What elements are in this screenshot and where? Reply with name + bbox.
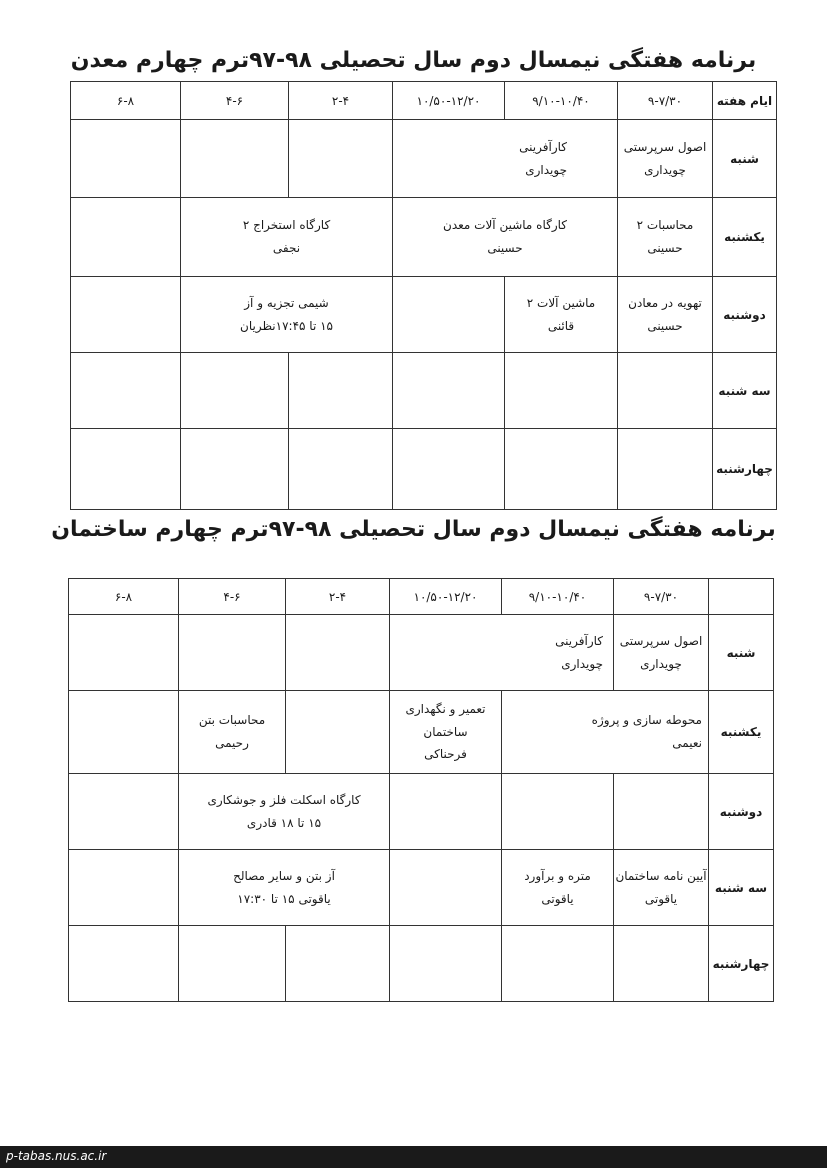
empty-cell xyxy=(69,691,179,774)
course-name: محاسبات ۲ xyxy=(636,218,694,233)
table-row xyxy=(71,429,777,510)
instructor-name: حسینی xyxy=(647,318,683,333)
course-name: آز بتن و سایر مصالح xyxy=(233,868,335,883)
class-cell xyxy=(502,850,614,926)
instructor-name: فرحناکی xyxy=(424,747,467,762)
instructor-name: چویداری xyxy=(640,656,682,671)
empty-cell xyxy=(393,277,505,353)
course-name: آیین نامه ساختمان xyxy=(615,868,707,883)
class-cell xyxy=(618,120,713,198)
empty-cell xyxy=(286,926,390,1002)
empty-cell xyxy=(393,429,505,510)
day-label: چهارشنبه xyxy=(713,429,777,510)
empty-cell xyxy=(390,774,502,850)
corner-header: ایام هفته xyxy=(713,82,777,120)
footer-bar xyxy=(0,1146,827,1168)
instructor-name: رحیمی xyxy=(215,736,249,750)
instructor-name: نجفی xyxy=(272,241,301,255)
course-name: کارگاه ماشین آلات معدن xyxy=(443,218,567,233)
class-cell xyxy=(614,615,709,691)
empty-cell xyxy=(181,429,289,510)
empty-cell xyxy=(71,120,181,198)
time-header: ۶-۸ xyxy=(69,579,179,615)
course-name: ماشین آلات ۲ xyxy=(526,295,596,310)
empty-cell xyxy=(179,926,286,1002)
course-name: محاسبات بتن xyxy=(198,713,266,728)
course-name: کارآفرینی xyxy=(555,633,603,648)
time-header: ۱۰/۵۰-۱۲/۲۰ xyxy=(393,82,505,120)
instructor-name: قائنی xyxy=(547,318,575,333)
class-cell xyxy=(390,691,502,774)
course-name: اصول سرپرستی xyxy=(623,139,707,154)
day-label: سه شنبه xyxy=(713,353,777,429)
class-cell xyxy=(179,691,286,774)
course-name: محوطه سازی و پروژه xyxy=(591,713,702,728)
empty-cell xyxy=(69,615,179,691)
schedule2-table xyxy=(68,578,774,1002)
class-cell xyxy=(179,774,390,850)
corner-cell xyxy=(709,579,774,615)
empty-cell xyxy=(286,615,390,691)
empty-cell xyxy=(181,120,289,198)
course-name: کارآفرینی xyxy=(519,139,567,154)
class-cell xyxy=(393,120,618,198)
table-row xyxy=(69,850,774,926)
table-row xyxy=(71,82,777,120)
time-header: ۴-۶ xyxy=(181,82,289,120)
schedule1-table xyxy=(70,81,777,510)
empty-cell xyxy=(390,850,502,926)
time-header: ۴-۶ xyxy=(179,579,286,615)
course-name: متره و برآورد xyxy=(524,868,591,883)
class-cell xyxy=(618,277,713,353)
time-header: ۹-۷/۳۰ xyxy=(614,579,709,615)
empty-cell xyxy=(71,353,181,429)
empty-cell xyxy=(505,353,618,429)
empty-cell xyxy=(614,926,709,1002)
time-header: ۶-۸ xyxy=(71,82,181,120)
course-name: تهویه در معادن xyxy=(628,295,702,310)
instructor-name: یاقوتی xyxy=(644,891,678,906)
instructor-name: حسینی xyxy=(647,241,683,255)
class-cell xyxy=(618,198,713,277)
instructor-name: نعیمی xyxy=(672,736,702,750)
table-row xyxy=(69,774,774,850)
empty-cell xyxy=(618,353,713,429)
table-row xyxy=(69,615,774,691)
day-label: یکشنبه xyxy=(709,691,774,774)
empty-cell xyxy=(69,926,179,1002)
schedule2-title: برنامه هفتگی نیمسال دوم سال تحصیلی ۹۸-۹۷ترم چهارم ساختمان xyxy=(51,517,776,542)
instructor-name: چویداری xyxy=(644,162,686,177)
table-row xyxy=(71,120,777,198)
empty-cell xyxy=(289,120,393,198)
empty-cell xyxy=(69,850,179,926)
time-header: ۲-۴ xyxy=(289,82,393,120)
empty-cell xyxy=(286,691,390,774)
time-header: ۹/۱۰-۱۰/۴۰ xyxy=(502,579,614,615)
time-header: ۲-۴ xyxy=(286,579,390,615)
empty-cell xyxy=(505,429,618,510)
table-row xyxy=(71,277,777,353)
empty-cell xyxy=(393,353,505,429)
course-name: کارگاه اسکلت فلز و جوشکاری xyxy=(207,792,361,807)
time-header: ۹/۱۰-۱۰/۴۰ xyxy=(505,82,618,120)
course-name: اصول سرپرستی xyxy=(619,633,703,648)
empty-cell xyxy=(618,429,713,510)
class-cell xyxy=(179,850,390,926)
course-name: تعمیر و نگهداری ساختمان xyxy=(405,701,486,739)
instructor-name: چویداری xyxy=(561,656,603,671)
instructor-name: یاقوتی ۱۵ تا ۱۷:۳۰ xyxy=(237,891,331,906)
empty-cell xyxy=(71,277,181,353)
instructor-name: چویداری xyxy=(525,162,567,177)
empty-cell xyxy=(390,926,502,1002)
empty-cell xyxy=(289,429,393,510)
empty-cell xyxy=(181,353,289,429)
empty-cell xyxy=(71,429,181,510)
day-label: سه شنبه xyxy=(709,850,774,926)
time-header: ۹-۷/۳۰ xyxy=(618,82,713,120)
time-header: ۱۰/۵۰-۱۲/۲۰ xyxy=(390,579,502,615)
day-label: دوشنبه xyxy=(709,774,774,850)
day-label: دوشنبه xyxy=(713,277,777,353)
course-name: کارگاه استخراج ۲ xyxy=(242,218,331,233)
footer-url[interactable]: p-tabas.nus.ac.ir xyxy=(6,1149,107,1163)
class-cell xyxy=(393,198,618,277)
empty-cell xyxy=(614,774,709,850)
class-cell xyxy=(181,277,393,353)
schedule1-title: برنامه هفتگی نیمسال دوم سال تحصیلی ۹۸-۹۷ترم چهارم معدن xyxy=(70,48,757,73)
class-cell xyxy=(502,691,709,774)
class-cell xyxy=(614,850,709,926)
instructor-name: حسینی xyxy=(487,241,523,255)
table-row xyxy=(69,579,774,615)
table-row xyxy=(69,691,774,774)
empty-cell xyxy=(502,774,614,850)
empty-cell xyxy=(71,198,181,277)
day-label: شنبه xyxy=(713,120,777,198)
class-cell xyxy=(181,198,393,277)
empty-cell xyxy=(179,615,286,691)
day-label: شنبه xyxy=(709,615,774,691)
course-name: شیمی تجزیه و آز xyxy=(244,295,329,310)
instructor-name: ۱۵ تا ۱۷:۴۵نظریان xyxy=(240,318,333,333)
empty-cell xyxy=(502,926,614,1002)
empty-cell xyxy=(69,774,179,850)
table-row xyxy=(71,198,777,277)
instructor-name: یاقوتی xyxy=(541,891,574,906)
empty-cell xyxy=(289,353,393,429)
table-row xyxy=(69,926,774,1002)
day-label: چهارشنبه xyxy=(709,926,774,1002)
table-row xyxy=(71,353,777,429)
class-cell xyxy=(505,277,618,353)
class-cell xyxy=(390,615,614,691)
instructor-name: ۱۵ تا ۱۸ قادری xyxy=(246,815,322,830)
day-label: یکشنبه xyxy=(713,198,777,277)
